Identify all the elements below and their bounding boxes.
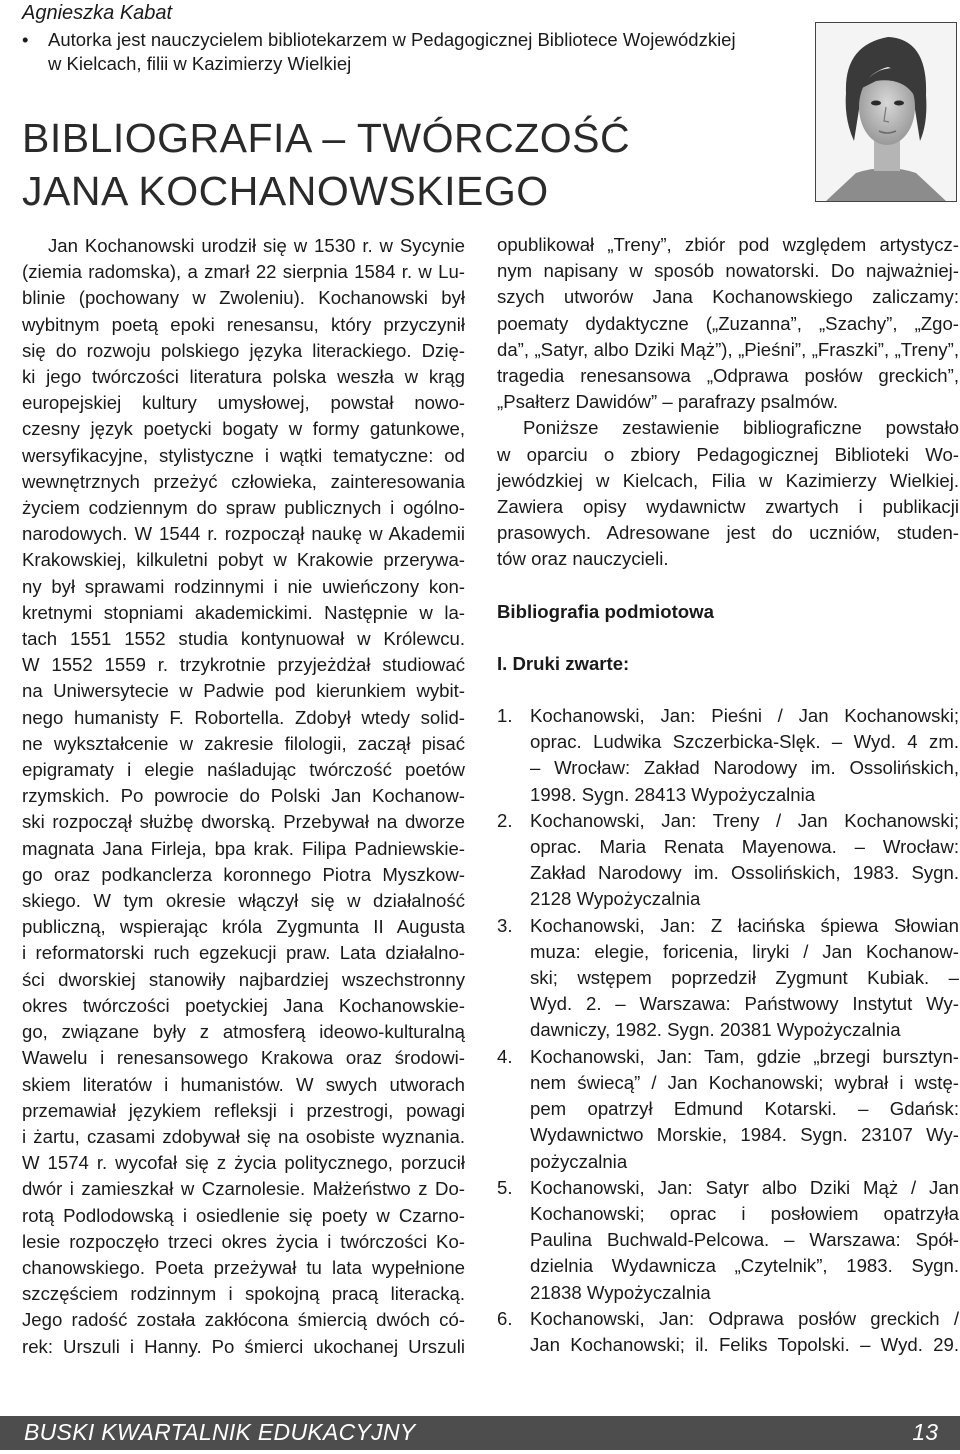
text-line: dzielnia Wydawnicza „Czytelnik”, 1983. Sygn. bbox=[530, 1255, 959, 1277]
text-line: Jego radość została zakłócona śmiercią dwóch có- bbox=[22, 1309, 465, 1331]
text-line: wewnętrznych przeżyć człowieka, zainteresowania bbox=[22, 470, 465, 492]
article-title bbox=[22, 112, 782, 218]
text-line: ski; wstępem poprzedził Zygmunt Kubiak. – bbox=[530, 967, 959, 989]
text-line: ski rozpoczął służbę dworską. Przebywał na dworze bbox=[22, 811, 465, 833]
text-line: nego humanisty F. Robortella. Zdobył wtedy solid- bbox=[22, 706, 465, 728]
text-line: się do rozwoju polskiego języka literackiego. Dzię- bbox=[22, 339, 465, 361]
text-line: Jan Kochanowski urodził się w 1530 r. w Sycynie bbox=[48, 235, 465, 256]
text-line: W 1552 1559 r. trzykrotnie przyjeżdżał studiować bbox=[22, 654, 465, 676]
text-line: Wawelu i renesansowego Krakowa oraz środowi- bbox=[22, 1047, 465, 1069]
text-line: – Wrocław: Zakład Narodowy im. Ossolińskich, bbox=[530, 757, 959, 779]
portrait-drawing bbox=[816, 23, 956, 201]
text-line: tach 1551 1552 studia kontynuował w Królewcu. bbox=[22, 628, 465, 650]
entry-number: 5. bbox=[497, 1176, 513, 1198]
entry-number: 6. bbox=[497, 1307, 513, 1329]
text-line: 1998. Sygn. 28413 Wypożyczalnia bbox=[530, 783, 816, 805]
text-line: życiem codziennym do spraw publicznych i ogólno- bbox=[22, 497, 465, 519]
text-line: blinie (pochowany w Zwoleniu). Kochanowski był bbox=[22, 287, 465, 309]
text-line: Kochanowski, Jan: Tam, gdzie „brzegi bursztyn- bbox=[530, 1045, 959, 1067]
text-line: publiczną, wspierając króla Zygmunta II Augusta bbox=[22, 916, 465, 938]
text-line: Kochanowski, Jan: Satyr albo Dziki Mąż / Jan bbox=[530, 1176, 959, 1198]
right-column bbox=[497, 232, 959, 1358]
text-line: ne wykształcenie w zakresie filologii, zaczął pisać bbox=[22, 732, 465, 754]
text-line: go oraz podkanclerza koronnego Piotra Myszkow- bbox=[22, 863, 465, 885]
text-line: Wydawnictwo Morskie, 1984. Sygn. 23107 Wy- bbox=[530, 1124, 959, 1146]
text-line: skiego. W tym okresie włączył się w działalność bbox=[22, 890, 465, 912]
text-line: Kochanowski; oprac i posłowiem opatrzyła bbox=[530, 1202, 959, 1224]
title-line: JANA KOCHANOWSKIEGO bbox=[22, 168, 549, 214]
text-line: tragedia renesansowa „Odprawa posłów greckich”, bbox=[497, 365, 959, 387]
author-portrait bbox=[815, 22, 957, 202]
text-line: epigramaty i elegie naśladując twórczość poetów bbox=[22, 759, 465, 781]
text-line: magnata Jana Firleja, bpa krak. Filipa Padniewskie- bbox=[22, 837, 465, 859]
text-line: kretnymi stopniami akademickimi. Następnie w la- bbox=[22, 601, 465, 623]
text-line: ki jego twórczości literatura polska weszła w krąg bbox=[22, 366, 465, 388]
text-line: ści dworskiej stanowiły najbardziej wszechstronny bbox=[22, 968, 465, 990]
bibliography-entry bbox=[497, 808, 959, 913]
author-name: Agnieszka Kabat bbox=[22, 2, 173, 24]
text-line: w oparciu o zbiory Pedagogicznej Biblioteki Wo- bbox=[497, 443, 959, 465]
bibliography-entry bbox=[497, 1175, 959, 1306]
bullet-glyph: • bbox=[22, 29, 29, 50]
biography-paragraph bbox=[22, 233, 465, 1360]
text-line: Krakowskiej, kilkuletni pobyt w Krakowie przerywa- bbox=[22, 549, 465, 571]
bibliography-entry bbox=[497, 1306, 959, 1358]
text-line: Zakład Narodowy im. Ossolińskich, 1983. Sygn. bbox=[530, 862, 959, 884]
text-line: jewódzkiej w Kielcach, Filia w Kazimierzy Wielkiej. bbox=[497, 469, 959, 491]
text-line: opublikował „Treny”, zbiór pod względem artystycz- bbox=[497, 234, 959, 255]
text-line: 21838 Wypożyczalnia bbox=[530, 1281, 711, 1303]
text-line: 2128 Wypożyczalnia bbox=[530, 888, 701, 910]
text-line: (ziemia radomska), a zmarł 22 sierpnia 1584 r. w Lu- bbox=[22, 261, 465, 283]
bio-line: w Kielcach, filii w Kazimierzy Wielkiej bbox=[48, 53, 352, 74]
entry-number: 4. bbox=[497, 1045, 513, 1067]
entry-number: 2. bbox=[497, 809, 513, 831]
text-line: Wyd. 2. – Warszawa: Państwowy Instytut Wy- bbox=[530, 993, 959, 1015]
text-line: przemawiał językiem refleksji i przestrogi, powagi bbox=[22, 1099, 465, 1121]
text-line: muza: elegie, foricenia, liryki / Jan Kochanow- bbox=[530, 940, 959, 962]
scope-paragraph bbox=[497, 415, 959, 572]
entry-number: 3. bbox=[497, 914, 513, 936]
text-line: na Uniwersytecie w Padwie pod kierunkiem wybit- bbox=[22, 680, 465, 702]
text-line: szych utworów Jana Kochanowskiego zaliczamy: bbox=[497, 286, 959, 308]
text-line: dawniczy, 1982. Sygn. 20381 Wypożyczalnia bbox=[530, 1019, 901, 1041]
text-line: nym napisany w sposób nowatorski. Do najważniej- bbox=[497, 260, 959, 282]
text-line: lesie rozpoczęło trzeci okres życia i twórczości Ko- bbox=[22, 1230, 465, 1252]
text-line: tów oraz nauczycieli. bbox=[497, 548, 669, 570]
bibliography-list bbox=[497, 703, 959, 1358]
text-line: pem opatrzył Edmund Kotarski. – Gdańsk: bbox=[530, 1098, 959, 1120]
text-line: prasowych. Adresowane jest do uczniów, studen- bbox=[497, 522, 959, 544]
text-line: go, związane były z atmosferą ideowo-kulturalną bbox=[22, 1021, 465, 1043]
text-line: i żartu, czasami zdobywał się na osobiste wyznania. bbox=[22, 1125, 465, 1147]
text-line: da”, „Satyr, albo Dziki Mąż”), „Pieśni”, „Fraszki”, „Treny”, bbox=[497, 338, 959, 360]
text-line: chanowskiego. Poeta przeżywał tu lata wypełnione bbox=[22, 1256, 465, 1278]
intro-paragraph bbox=[497, 232, 959, 415]
text-line: skiem literatów i humanistów. W swych utworach bbox=[22, 1073, 465, 1095]
title-line: BIBLIOGRAFIA – TWÓRCZOŚĆ bbox=[22, 115, 631, 161]
text-line: rzymskich. Po powrocie do Polski Jan Kochanow- bbox=[22, 785, 465, 807]
text-line: poematy dydaktyczne („Zuzanna”, „Szachy”, „Zgo- bbox=[497, 312, 959, 334]
text-line: „Psałterz Dawidów” – parafrazy psalmów. bbox=[497, 391, 839, 413]
text-line: dwór i zamieszkał w Czarnolesie. Małżeństwo z Do- bbox=[22, 1178, 465, 1200]
page-number: 13 bbox=[912, 1419, 938, 1445]
text-line: oprac. Maria Renata Mayenowa. – Wrocław: bbox=[530, 836, 959, 858]
text-line: Kochanowski, Jan: Odprawa posłów greckich / bbox=[530, 1307, 959, 1329]
text-line: rek: Urszuli i Hanny. Po śmierci ukochanej Urszuli bbox=[22, 1335, 465, 1357]
text-line: Kochanowski, Jan: Z łacińska śpiewa Słowian bbox=[530, 914, 959, 936]
journal-title: BUSKI KWARTALNIK EDUKACYJNY bbox=[24, 1419, 416, 1445]
text-line: oprac. Ludwika Szczerbicka-Slęk. – Wyd. 4 zm. bbox=[530, 731, 959, 753]
text-line: okres twórczości poetyckiej Jana Kochanowskie- bbox=[22, 994, 465, 1016]
text-line: pożyczalnia bbox=[530, 1150, 628, 1172]
text-line: europejskiej kultury umysłowej, powstał nowo- bbox=[22, 392, 465, 414]
text-line: Kochanowski, Jan: Pieśni / Jan Kochanowski; bbox=[530, 705, 959, 727]
text-line: wybitnym poetą epoki renesansu, który przyczynił bbox=[22, 313, 465, 335]
entry-number: 1. bbox=[497, 705, 513, 727]
left-column bbox=[22, 233, 465, 1360]
text-line: Poniższe zestawienie bibliograficzne powstało bbox=[523, 417, 959, 439]
bibliography-entry bbox=[497, 703, 959, 808]
page-footer bbox=[0, 1416, 960, 1450]
text-line: i reformatorski ruch egzekucji praw. Lata działalno- bbox=[22, 942, 465, 964]
text-line: Paulina Buchwald-Pelcowa. – Warszawa: Spół- bbox=[530, 1229, 959, 1251]
text-line: Kochanowski, Jan: Treny / Jan Kochanowski; bbox=[530, 809, 959, 831]
subsection-heading: I. Druki zwarte: bbox=[497, 652, 630, 674]
text-line: Jan Kochanowski; il. Feliks Topolski. – Wyd. 29. bbox=[530, 1333, 959, 1355]
text-line: nem świecą” / Jan Kochanowski; wybrał i wstę- bbox=[530, 1071, 959, 1093]
text-line: ny był sprawami rodzinnymi i nie uwieńczony kon- bbox=[22, 575, 465, 597]
bio-line: Autorka jest nauczycielem bibliotekarzem w Pedagogicznej Bibliotece Wojewódzkiej bbox=[48, 29, 736, 50]
bibliography-entry bbox=[497, 1044, 959, 1175]
text-line: wersyfikacyjne, stylistyczne i wątki tematyczne: od bbox=[22, 444, 465, 466]
text-line: szczęściem rodzinnym i spokojną pracą literacką. bbox=[22, 1283, 465, 1305]
text-line: czesny język poetycki bogaty w formy gatunkowe, bbox=[22, 418, 465, 440]
bibliography-entry bbox=[497, 913, 959, 1044]
author-bio bbox=[22, 28, 792, 76]
text-line: narodowych. W 1544 r. rozpoczął naukę w Akademii bbox=[22, 523, 465, 545]
text-line: rotą Podlodowską i osiedlenie się poety w Czarno- bbox=[22, 1204, 465, 1226]
text-line: W 1574 r. wycofał się z życia politycznego, porzucił bbox=[22, 1152, 465, 1174]
section-heading: Bibliografia podmiotowa bbox=[497, 600, 714, 622]
text-line: Zawiera opisy wydawnictw zwartych i publikacji bbox=[497, 496, 959, 518]
